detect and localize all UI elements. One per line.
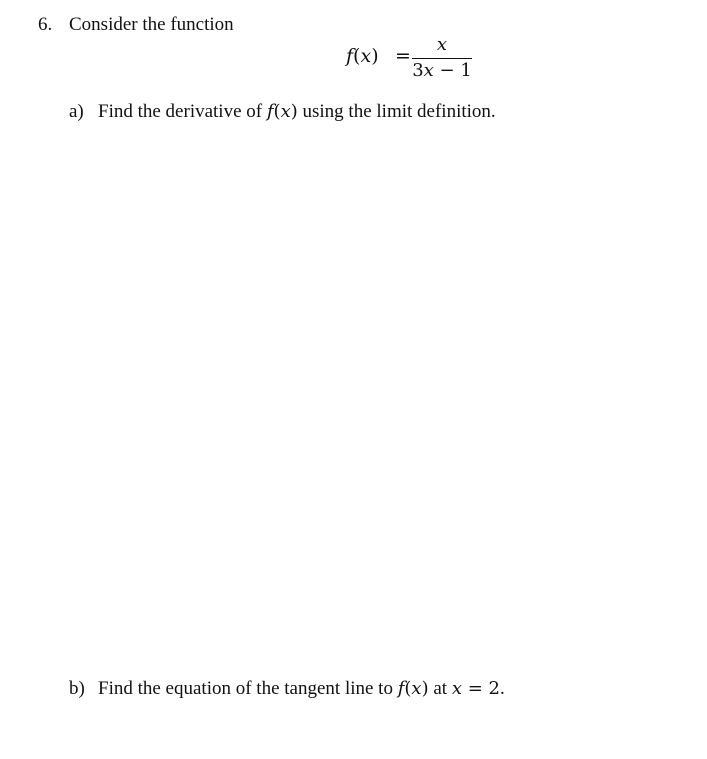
part-b-point-value: = 2	[461, 678, 500, 699]
part-a-func: f	[266, 101, 274, 122]
fraction-bar	[412, 58, 472, 59]
part-b-label: b)	[69, 678, 85, 699]
fraction	[412, 34, 472, 84]
lhs-open-paren: (	[353, 45, 361, 67]
equals-sign: =	[395, 45, 411, 67]
denominator-coefficient: 3	[412, 60, 424, 81]
part-b-text-middle: at	[428, 678, 452, 699]
part-a-close-paren: )	[290, 101, 298, 122]
fraction-denominator	[412, 60, 472, 82]
part-b-point-var: x	[451, 678, 462, 699]
question-number: 6.	[38, 14, 53, 35]
part-a-label: a)	[69, 101, 84, 122]
answer-space	[60, 132, 660, 667]
part-b-text-before: Find the equation of the tangent line to	[98, 678, 398, 699]
denominator-constant: − 1	[433, 60, 472, 81]
part-b-text-end: .	[499, 678, 505, 699]
lhs-function-name: f	[346, 45, 354, 67]
part-a-text-before: Find the derivative of	[98, 101, 267, 122]
equation-lhs	[346, 45, 379, 67]
lhs-close-paren: )	[371, 45, 379, 67]
part-b-var: x	[411, 678, 422, 699]
part-b-close-paren: )	[421, 678, 429, 699]
question-prompt: Consider the function	[69, 14, 234, 35]
lhs-variable: x	[360, 45, 372, 67]
part-a-var: x	[280, 101, 291, 122]
function-definition-equation	[346, 34, 486, 84]
part-b-func: f	[397, 678, 405, 699]
part-b-open-paren: (	[404, 678, 412, 699]
part-b-point-expression	[452, 678, 500, 699]
denominator-variable: x	[423, 60, 434, 81]
part-b-prompt	[98, 677, 505, 701]
part-a-prompt	[98, 100, 496, 124]
part-a-open-paren: (	[273, 101, 281, 122]
part-b-inline-function	[398, 678, 429, 699]
part-a-text-after: using the limit definition.	[297, 101, 496, 122]
fraction-numerator: x	[436, 34, 448, 55]
part-a-inline-function	[267, 101, 298, 122]
